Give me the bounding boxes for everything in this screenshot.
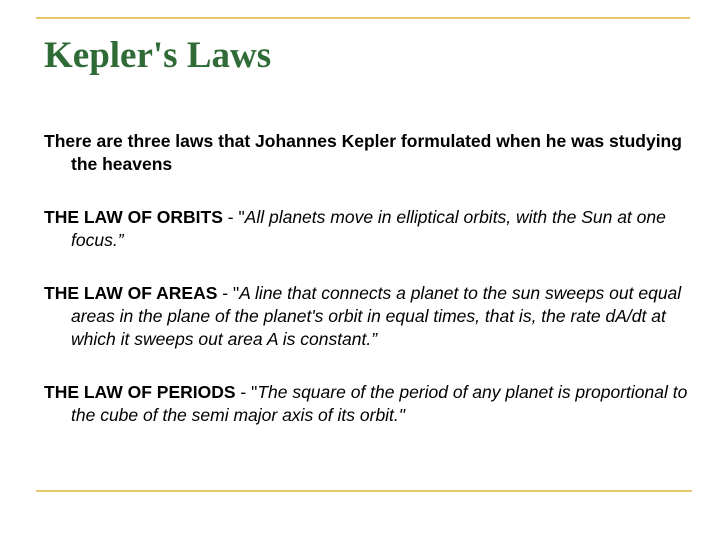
law-areas-separator: - "	[217, 283, 240, 303]
bottom-divider	[36, 490, 692, 492]
slide-body	[44, 130, 694, 427]
law-periods-paragraph	[44, 381, 694, 427]
law-areas-quote: A line that connects a planet to the sun sweeps out equal areas in the plane of the planet's orbit in equal times, that is, the rate dA/dt at which it sweeps out area A is constant.”	[71, 283, 682, 349]
law-orbits-name: THE LAW OF ORBITS	[44, 207, 223, 227]
law-areas-paragraph	[44, 282, 694, 351]
law-periods-name: THE LAW OF PERIODS	[44, 382, 236, 402]
law-areas-name: THE LAW OF AREAS	[44, 283, 218, 303]
intro-paragraph: There are three laws that Johannes Kepler formulated when he was studying the heavens	[44, 131, 682, 174]
law-orbits-paragraph	[44, 206, 694, 252]
top-divider	[36, 17, 690, 19]
slide-title: Kepler's Laws	[44, 35, 272, 76]
law-periods-separator: - "	[235, 382, 258, 402]
law-periods-quote: The square of the period of any planet is proportional to the cube of the semi major axis of its orbit."	[71, 382, 688, 425]
law-orbits-separator: - "	[222, 207, 245, 227]
law-orbits-quote: All planets move in elliptical orbits, with the Sun at one focus.”	[71, 207, 666, 250]
